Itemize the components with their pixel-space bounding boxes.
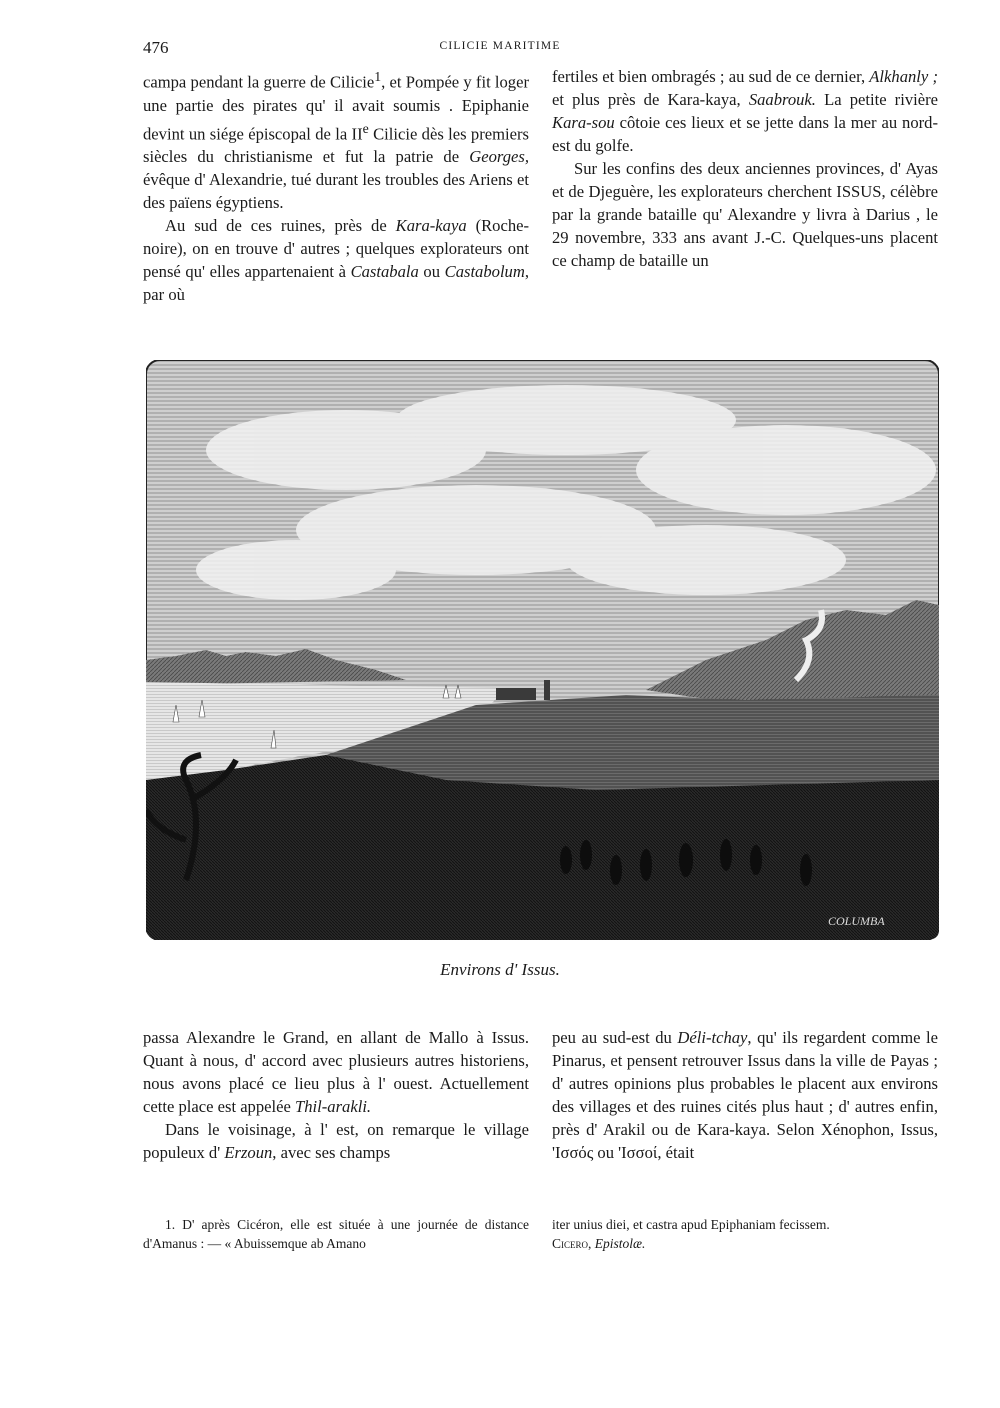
page-number: 476: [143, 38, 169, 57]
work-title: Epistolæ.: [594, 1236, 646, 1251]
footnote-left: [143, 1215, 529, 1253]
paragraph: Sur les confins des deux anciennes provinces, d' Ayas et de Djeguère, les explorateurs cherchent ISSUS, célèbre par la grande bataille qu' Alexandre y livra à Darius , le 29 novembre, 333 ans avant J.-C. Quelques-uns placent ce champ de bataille un: [552, 159, 938, 270]
italic-run: Saabrouk.: [748, 90, 816, 109]
text-run: , par où: [143, 262, 529, 305]
footnote-text: [552, 1215, 938, 1253]
footnote-text: 1. D' après Cicéron, elle est située à une journée de distance d'Amanus : — « Abuissemque ab Amano: [143, 1217, 529, 1251]
italic-run: Thil-arakli.: [295, 1097, 372, 1116]
text-run: ou: [418, 262, 445, 282]
italic-run: Castabolum: [444, 262, 525, 282]
text-run: Au sud de ces ruines, près de: [165, 216, 396, 236]
footnote-right: [552, 1215, 938, 1253]
landscape-engraving: [146, 360, 939, 940]
paragraph: [552, 65, 938, 157]
top-left-column: [143, 65, 529, 306]
text-run: et plus près de Kara-kaya,: [552, 90, 749, 109]
text-run: campa pendant la guerre de Cilicie: [143, 72, 375, 92]
italic-run: Castabala: [350, 262, 419, 282]
paragraph: [143, 1026, 529, 1118]
text-run: fertiles et bien ombragés ; au sud de ce dernier,: [552, 67, 870, 86]
engraving-illustration: [146, 360, 939, 940]
italic-run: Erzoun: [224, 1143, 273, 1162]
running-title: CILICIE MARITIME: [439, 40, 561, 52]
italic-run: Kara-kaya: [395, 216, 467, 236]
text-run: Cilicie dès les premiers siècles du christianisme et fut la patrie de: [143, 124, 529, 167]
author-name: Cicero,: [552, 1236, 592, 1251]
engraver-signature: COLUMBA: [828, 914, 885, 928]
italic-run: Kara-sou: [552, 113, 615, 132]
text-run: passa Alexandre le Grand, en allant de Mallo à Issus. Quant à nous, d' accord avec plusieurs autres historiens, nous avons placé ce lieu plus à l' ouest. Actuellement cette place est appelée: [143, 1028, 529, 1116]
bottom-left-column: [143, 1026, 529, 1164]
italic-run: Déli-tchay: [677, 1028, 748, 1047]
text-run: , avec ses champs: [272, 1143, 391, 1162]
paragraph: [143, 65, 529, 214]
text-run: , et Pompée y fit loger une partie des pirates qu' il avait soumis . Epiphanie devint un siége épiscopal de la II: [143, 72, 529, 144]
superscript: e: [362, 120, 369, 136]
text-run: Dans le voisinage, à l' est, on remarque le village populeux d': [143, 1120, 529, 1162]
paragraph: [143, 1118, 529, 1164]
paragraph: [143, 214, 529, 306]
text-run: peu au sud-est du: [552, 1028, 678, 1047]
text-run: (Roche-noire), on en trouve d' autres ; quelques explorateurs ont pensé qu' elles appartenaient à: [143, 216, 530, 282]
italic-run: Georges,: [469, 147, 529, 167]
text-run: La petite rivière: [815, 90, 938, 109]
italic-run: Alkhanly ;: [869, 67, 938, 86]
text-run: évêque d' Alexandrie, tué durant les troubles des Ariens et des païens égyptiens.: [143, 170, 529, 213]
text-run: , qu' ils regardent comme le Pinarus, et pensent retrouver Issus dans la ville de Payas ; d' autres opinions plus probables le placent aux environs des villages et des ruines cités plus haut ; d' autres enfin, près d' Arakil ou de Kara-kaya. Selon Xénophon, Issus, 'Ισσός ou 'Ισσοί, était: [552, 1028, 938, 1162]
footnote-marker: 1: [374, 69, 382, 84]
text-run: côtoie ces lieux et se jette dans la mer au nord-est du golfe.: [552, 113, 938, 155]
bottom-right-column: [552, 1026, 938, 1164]
top-right-column: [552, 65, 938, 272]
figure-caption: Environs d' Issus.: [440, 960, 560, 979]
text-run: iter unius diei, et castra apud Epiphaniam fecissem.: [552, 1217, 830, 1232]
paragraph: [552, 1026, 938, 1164]
